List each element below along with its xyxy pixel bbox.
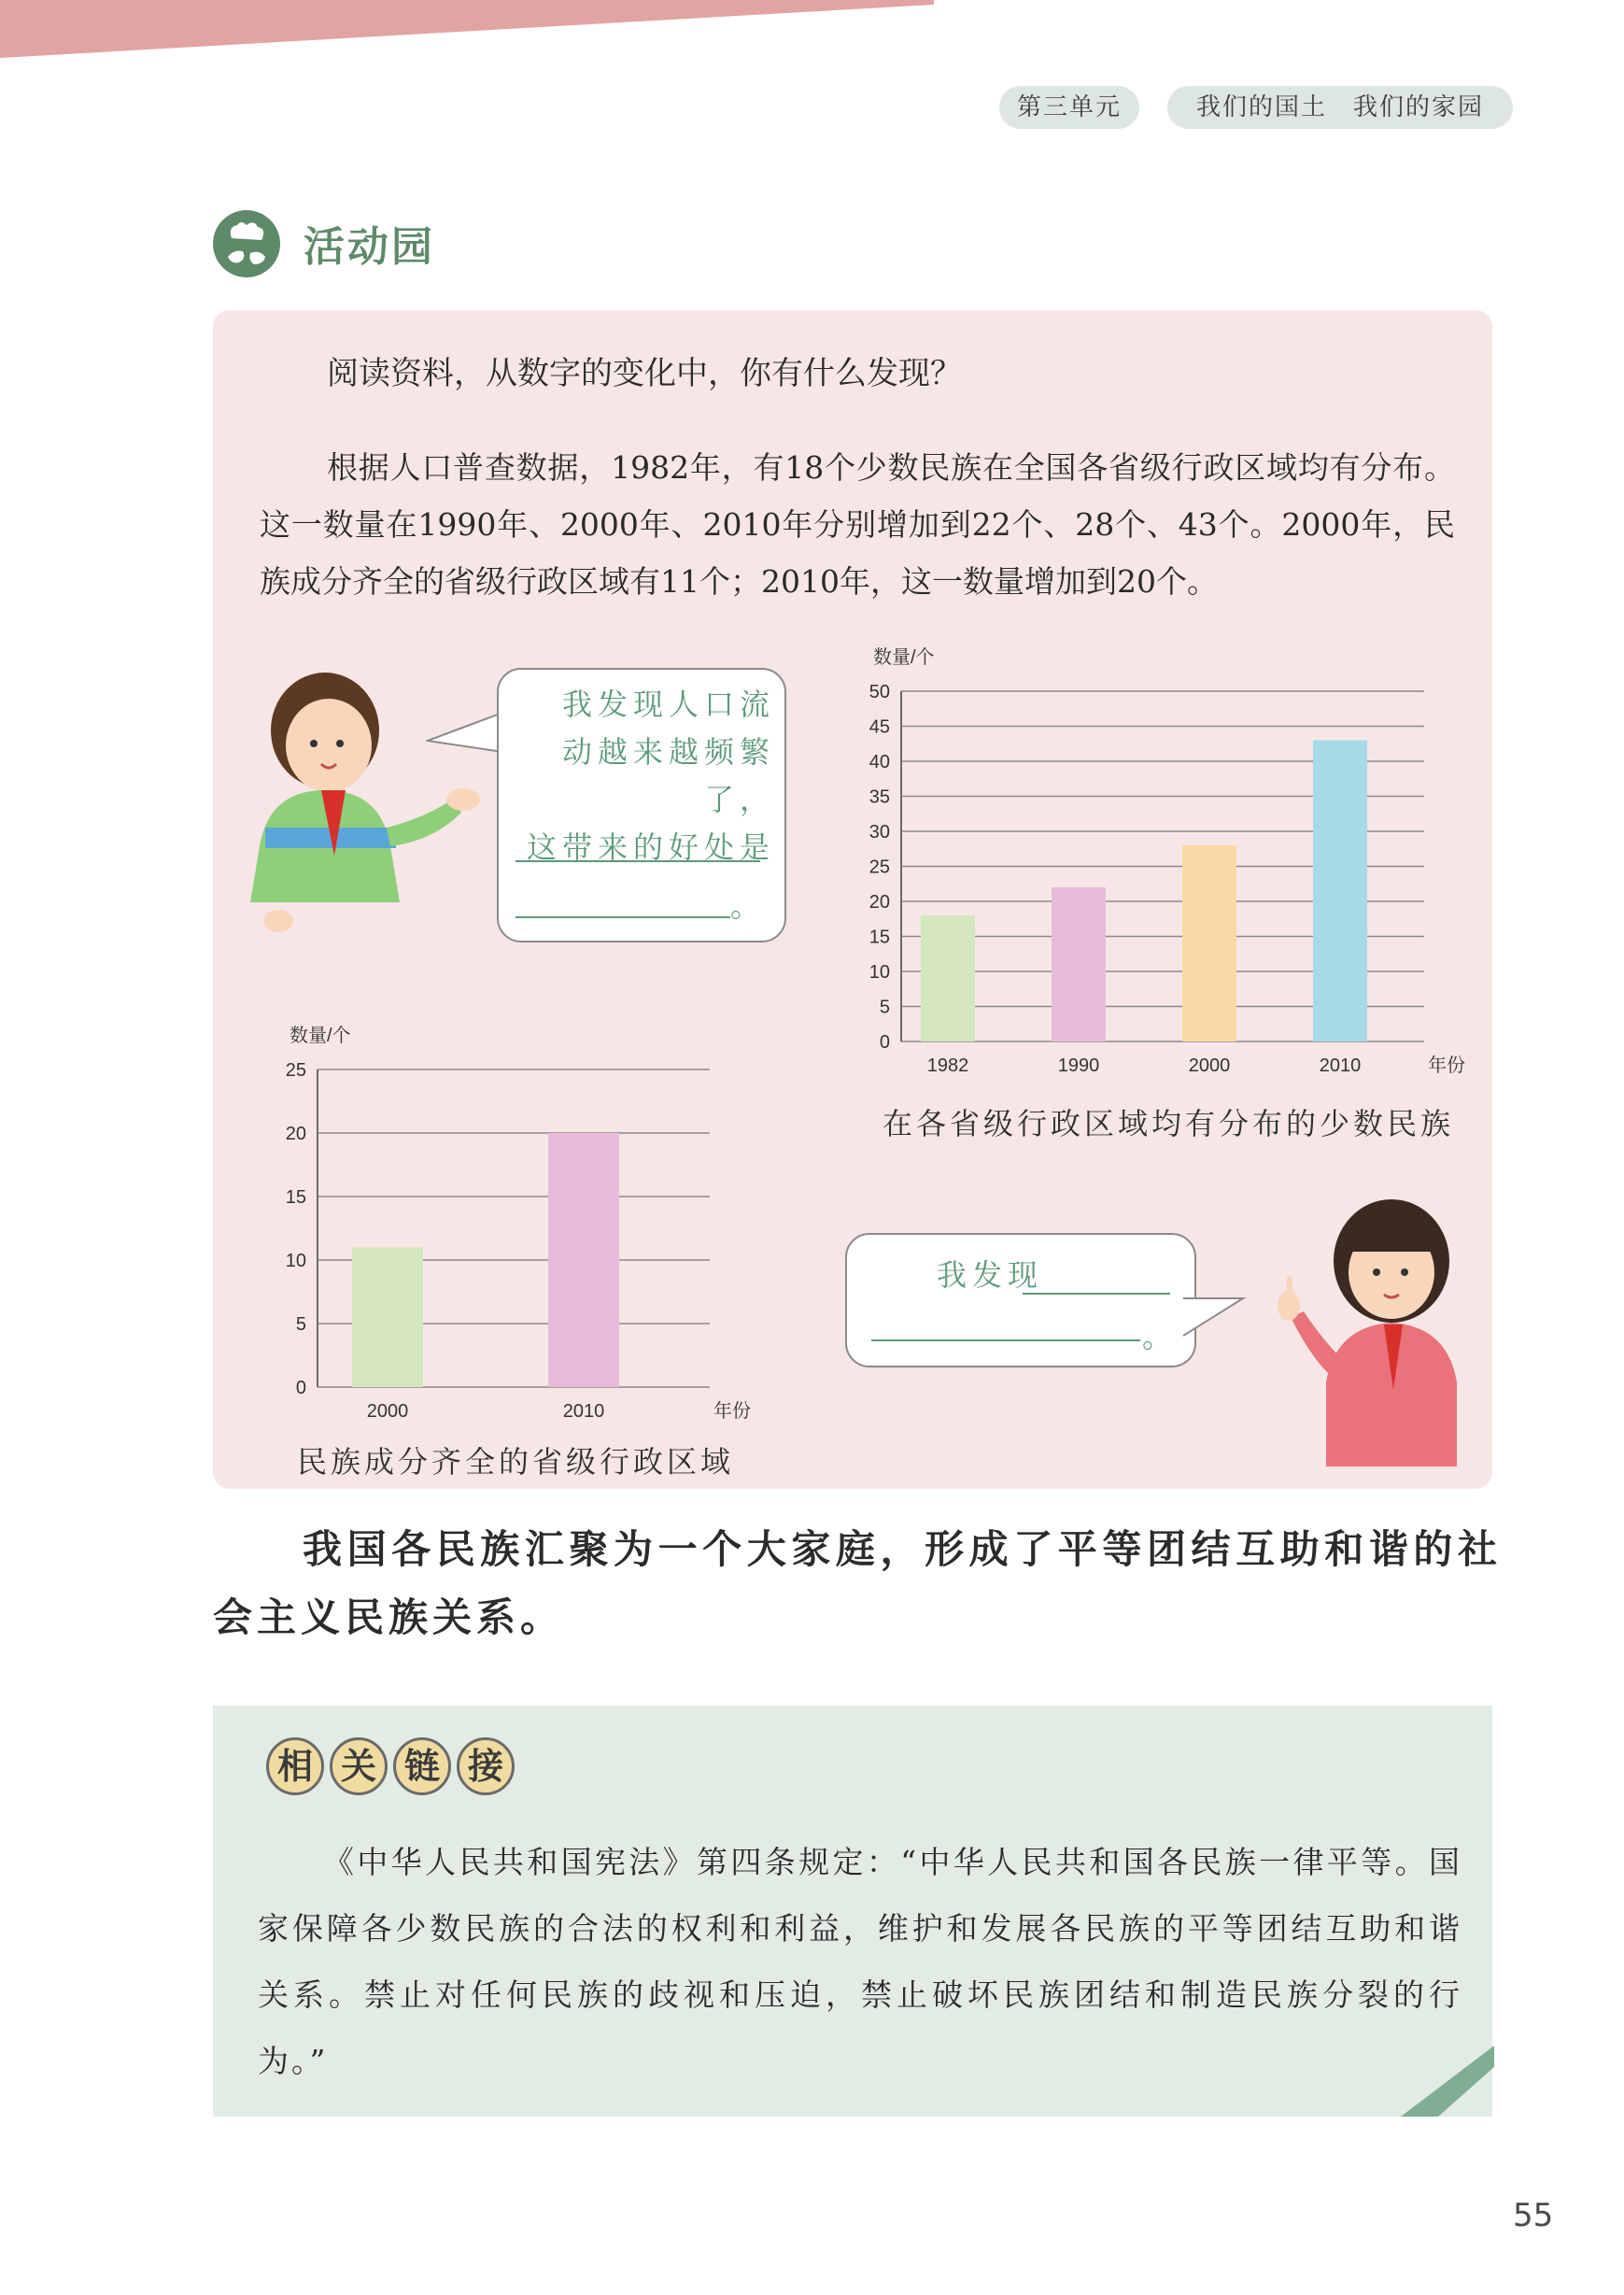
constitution-quote: 《中华人民共和国宪法》第四条规定：“中华人民共和国各民族一律平等。国家保障各少数民族的合法的权利和利益，维护和发展各民族的平等团结互助和谐关系。禁止对任何民族的歧视和压迫，禁止破坏民族团结和制造民族分裂的行为。” bbox=[258, 1844, 1462, 2079]
chart-caption: 在各省级行政区域均有分布的少数民族 bbox=[883, 1106, 1455, 1141]
boy-bubble-end-mark: 。 bbox=[730, 888, 767, 924]
related-title-char: 相 bbox=[266, 1737, 324, 1795]
y-tick-label: 10 bbox=[868, 962, 890, 983]
bar bbox=[1313, 741, 1367, 1042]
y-tick-label: 50 bbox=[868, 682, 890, 702]
y-tick-label: 40 bbox=[868, 752, 890, 772]
x-tick-label: 2000 bbox=[366, 1401, 409, 1422]
y-tick-label: 5 bbox=[295, 1314, 306, 1335]
bar bbox=[1052, 887, 1106, 1041]
x-tick-label: 2010 bbox=[562, 1401, 605, 1422]
unit-tag: 第三单元 bbox=[999, 86, 1139, 129]
y-axis-label: 数量/个 bbox=[289, 1026, 351, 1046]
page-number: 55 bbox=[1513, 2197, 1554, 2234]
boy-bubble-line-3: 这带来的好处是 bbox=[526, 829, 775, 865]
y-tick-label: 15 bbox=[285, 1187, 306, 1208]
distribution-bar-chart bbox=[859, 635, 1494, 1084]
bar bbox=[352, 1247, 423, 1387]
y-tick-label: 35 bbox=[868, 786, 890, 808]
x-axis-label: 年份 bbox=[713, 1401, 751, 1422]
boy-bubble-line-2: 动越来越频繁了， bbox=[561, 734, 775, 817]
answer-blank[interactable] bbox=[1023, 1293, 1170, 1295]
girl-bubble-end-mark: 。 bbox=[1142, 1319, 1179, 1354]
bar bbox=[548, 1133, 619, 1387]
hands-icon bbox=[213, 210, 280, 277]
y-tick-label: 15 bbox=[868, 927, 890, 948]
boy-bubble-line-1: 我发现人口流 bbox=[561, 687, 775, 722]
related-title-char: 接 bbox=[457, 1737, 515, 1795]
y-tick-label: 5 bbox=[879, 997, 890, 1018]
x-tick-label: 1990 bbox=[1057, 1055, 1100, 1076]
unit-title-tag: 我们的国土 我们的家园 bbox=[1167, 86, 1513, 129]
answer-blank[interactable] bbox=[515, 860, 760, 862]
y-tick-label: 10 bbox=[285, 1251, 306, 1271]
y-tick-label: 25 bbox=[868, 857, 890, 878]
conclusion-text: 我国各民族汇聚为一个大家庭，形成了平等团结互助和谐的社会主义民族关系。 bbox=[213, 1526, 1502, 1640]
x-tick-label: 2000 bbox=[1188, 1055, 1231, 1076]
y-tick-label: 20 bbox=[868, 892, 890, 913]
answer-blank[interactable] bbox=[515, 916, 730, 918]
top-decorative-band bbox=[0, 0, 934, 58]
section-title: 活动园 bbox=[304, 223, 435, 271]
related-title-char: 关 bbox=[330, 1737, 388, 1795]
y-tick-label: 0 bbox=[295, 1378, 306, 1398]
girl-bubble-prefix: 我发现 bbox=[937, 1257, 1044, 1293]
related-title-char: 链 bbox=[393, 1737, 451, 1795]
girl-illustration bbox=[1261, 1186, 1485, 1466]
census-paragraph: 根据人口普查数据，1982年，有18个少数民族在全国各省级行政区域均有分布。这一数量在1990年、2000年、2010年分别增加到22个、28个、43个。2000年，民族成分齐全的省级行政区域有11个；2010年，这一数量增加到20个。 bbox=[260, 449, 1455, 600]
y-tick-label: 20 bbox=[285, 1124, 306, 1144]
bar bbox=[1182, 845, 1236, 1041]
x-tick-label: 1982 bbox=[926, 1055, 969, 1076]
complete-ethnic-bar-chart bbox=[271, 1013, 775, 1424]
x-axis-label: 年份 bbox=[1428, 1055, 1465, 1076]
related-link-title bbox=[266, 1737, 515, 1795]
x-tick-label: 2010 bbox=[1319, 1055, 1362, 1076]
boy-speech-bubble bbox=[426, 668, 786, 944]
y-tick-label: 25 bbox=[285, 1060, 306, 1081]
y-tick-label: 0 bbox=[879, 1032, 890, 1053]
y-tick-label: 45 bbox=[868, 716, 890, 738]
y-axis-label: 数量/个 bbox=[873, 647, 935, 668]
chart-caption: 民族成分齐全的省级行政区域 bbox=[297, 1444, 735, 1480]
bar bbox=[921, 915, 975, 1041]
answer-blank[interactable] bbox=[871, 1339, 1140, 1341]
activity-prompt: 阅读资料，从数字的变化中，你有什么发现？ bbox=[327, 355, 962, 392]
girl-speech-bubble bbox=[845, 1233, 1247, 1373]
y-tick-label: 30 bbox=[868, 822, 890, 843]
